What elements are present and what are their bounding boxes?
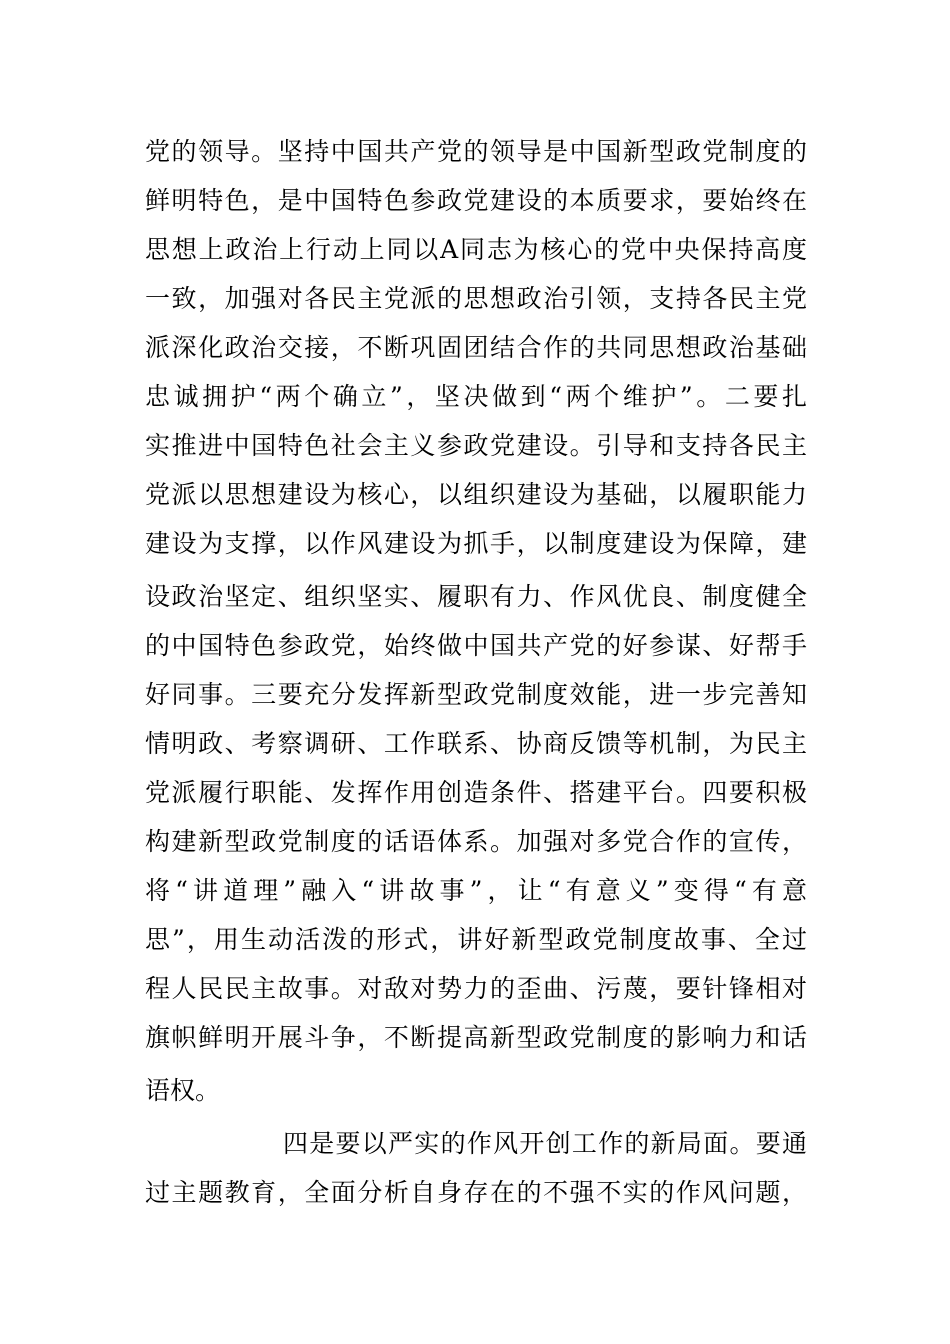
text-line: 设政治坚定、组织坚实、履职有力、作风优良、制度健全 [145,582,807,611]
text-line: 好同事。三要充分发挥新型政党制度效能，进一步完善知 [145,680,807,709]
text-line: 思”，用生动活泼的形式，讲好新型政党制度故事、全过 [145,925,807,954]
text-line: 程人民民主故事。对敌对势力的歪曲、污蔑，要针锋相对 [145,974,807,1003]
text-line: 将“讲道理”融入“讲故事”，让“有意义”变得“有意 [145,876,807,905]
text-line: 实推进中国特色社会主义参政党建设。引导和支持各民主 [145,431,807,460]
text-line: 鲜明特色，是中国特色参政党建设的本质要求，要始终在 [145,186,807,215]
text-line: 过主题教育，全面分析自身存在的不强不实的作风问题， [145,1178,807,1207]
text-line: 思想上政治上行动上同以A同志为核心的党中央保持高度 [145,235,807,264]
text-line: 情明政、考察调研、工作联系、协商反馈等机制，为民主 [145,729,807,758]
text-line: 四是要以严实的作风开创工作的新局面。要通 [283,1129,807,1158]
text-line: 党派履行职能、发挥作用创造条件、搭建平台。四要积极 [145,778,807,807]
text-line: 建设为支撑，以作风建设为抓手，以制度建设为保障，建 [145,529,807,558]
text-line: 党的领导。坚持中国共产党的领导是中国新型政党制度的 [145,137,807,166]
text-line: 党派以思想建设为核心，以组织建设为基础，以履职能力 [145,480,807,509]
text-line: 构建新型政党制度的话语体系。加强对多党合作的宣传， [145,827,807,856]
text-line: 一致，加强对各民主党派的思想政治引领，支持各民主党 [145,284,807,313]
text-line: 忠诚拥护“两个确立”，坚决做到“两个维护”。二要扎 [145,382,807,411]
text-line: 的中国特色参政党，始终做中国共产党的好参谋、好帮手 [145,631,807,660]
text-line: 语权。 [145,1076,221,1105]
text-line: 派深化政治交接，不断巩固团结合作的共同思想政治基础 [145,333,807,362]
text-line: 旗帜鲜明开展斗争，不断提高新型政党制度的影响力和话 [145,1023,807,1052]
